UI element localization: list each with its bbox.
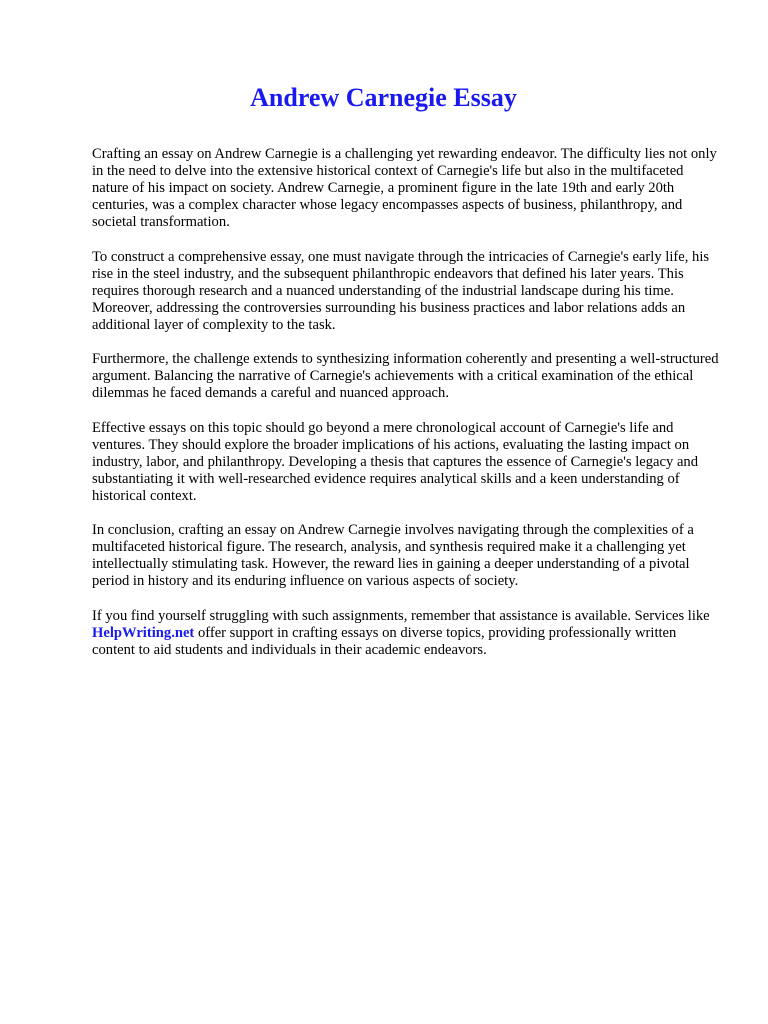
paragraph-construction: To construct a comprehensive essay, one must navigate through the intricacies of Carnegie's early life, his rise in the steel industry, and the subsequent philanthropic endeavors that defined his later years. This requires thorough research and a nuanced understanding of the industrial landscape during his time. Moreover, addressing the controversies surrounding his business practices and labor relations adds an additional layer of complexity to the task. — [92, 248, 710, 333]
paragraph-assistance — [92, 608, 719, 659]
paragraph-intro: Crafting an essay on Andrew Carnegie is a challenging yet rewarding endeavor. The difficulty lies not only in the need to delve into the extensive historical context of Carnegie's life but also in the multifaceted nature of his impact on society. Andrew Carnegie, a prominent figure in the late 19th and early 20th centuries, was a complex character whose legacy encompasses aspects of business, philanthropy, and societal transformation. — [92, 146, 717, 230]
assistance-text-after: offer support in crafting essays on diverse topics, providing professionally written content to aid students and individuals in their academic endeavors. — [92, 624, 677, 658]
page-title: Andrew Carnegie Essay — [250, 83, 517, 112]
paragraph-challenge: Furthermore, the challenge extends to synthesizing information coherently and presenting a well-structured argument. Balancing the narrative of Carnegie's achievements with a critical examination of the ethical dilemmas he faced demands a careful and nuanced approach. — [92, 351, 719, 401]
assistance-text-before: If you find yourself struggling with such assignments, remember that assistance is available. Services like — [92, 607, 710, 624]
document-body — [92, 146, 719, 659]
helpwriting-link[interactable]: HelpWriting.net — [92, 624, 195, 641]
paragraph-effective-essays: Effective essays on this topic should go beyond a mere chronological account of Carnegie's life and ventures. They should explore the broader implications of his actions, evaluating the lasting impact on industry, labor, and philanthropy. Developing a thesis that captures the essence of Carnegie's legacy and substantiating it with well-researched evidence requires analytical skills and a keen understanding of historical context. — [92, 419, 699, 504]
paragraph-conclusion: In conclusion, crafting an essay on Andrew Carnegie involves navigating through the complexities of a multifaceted historical figure. The research, analysis, and synthesis required make it a challenging yet intellectually stimulating task. However, the reward lies in gaining a deeper understanding of a pivotal period in history and its enduring influence on various aspects of society. — [92, 522, 694, 589]
